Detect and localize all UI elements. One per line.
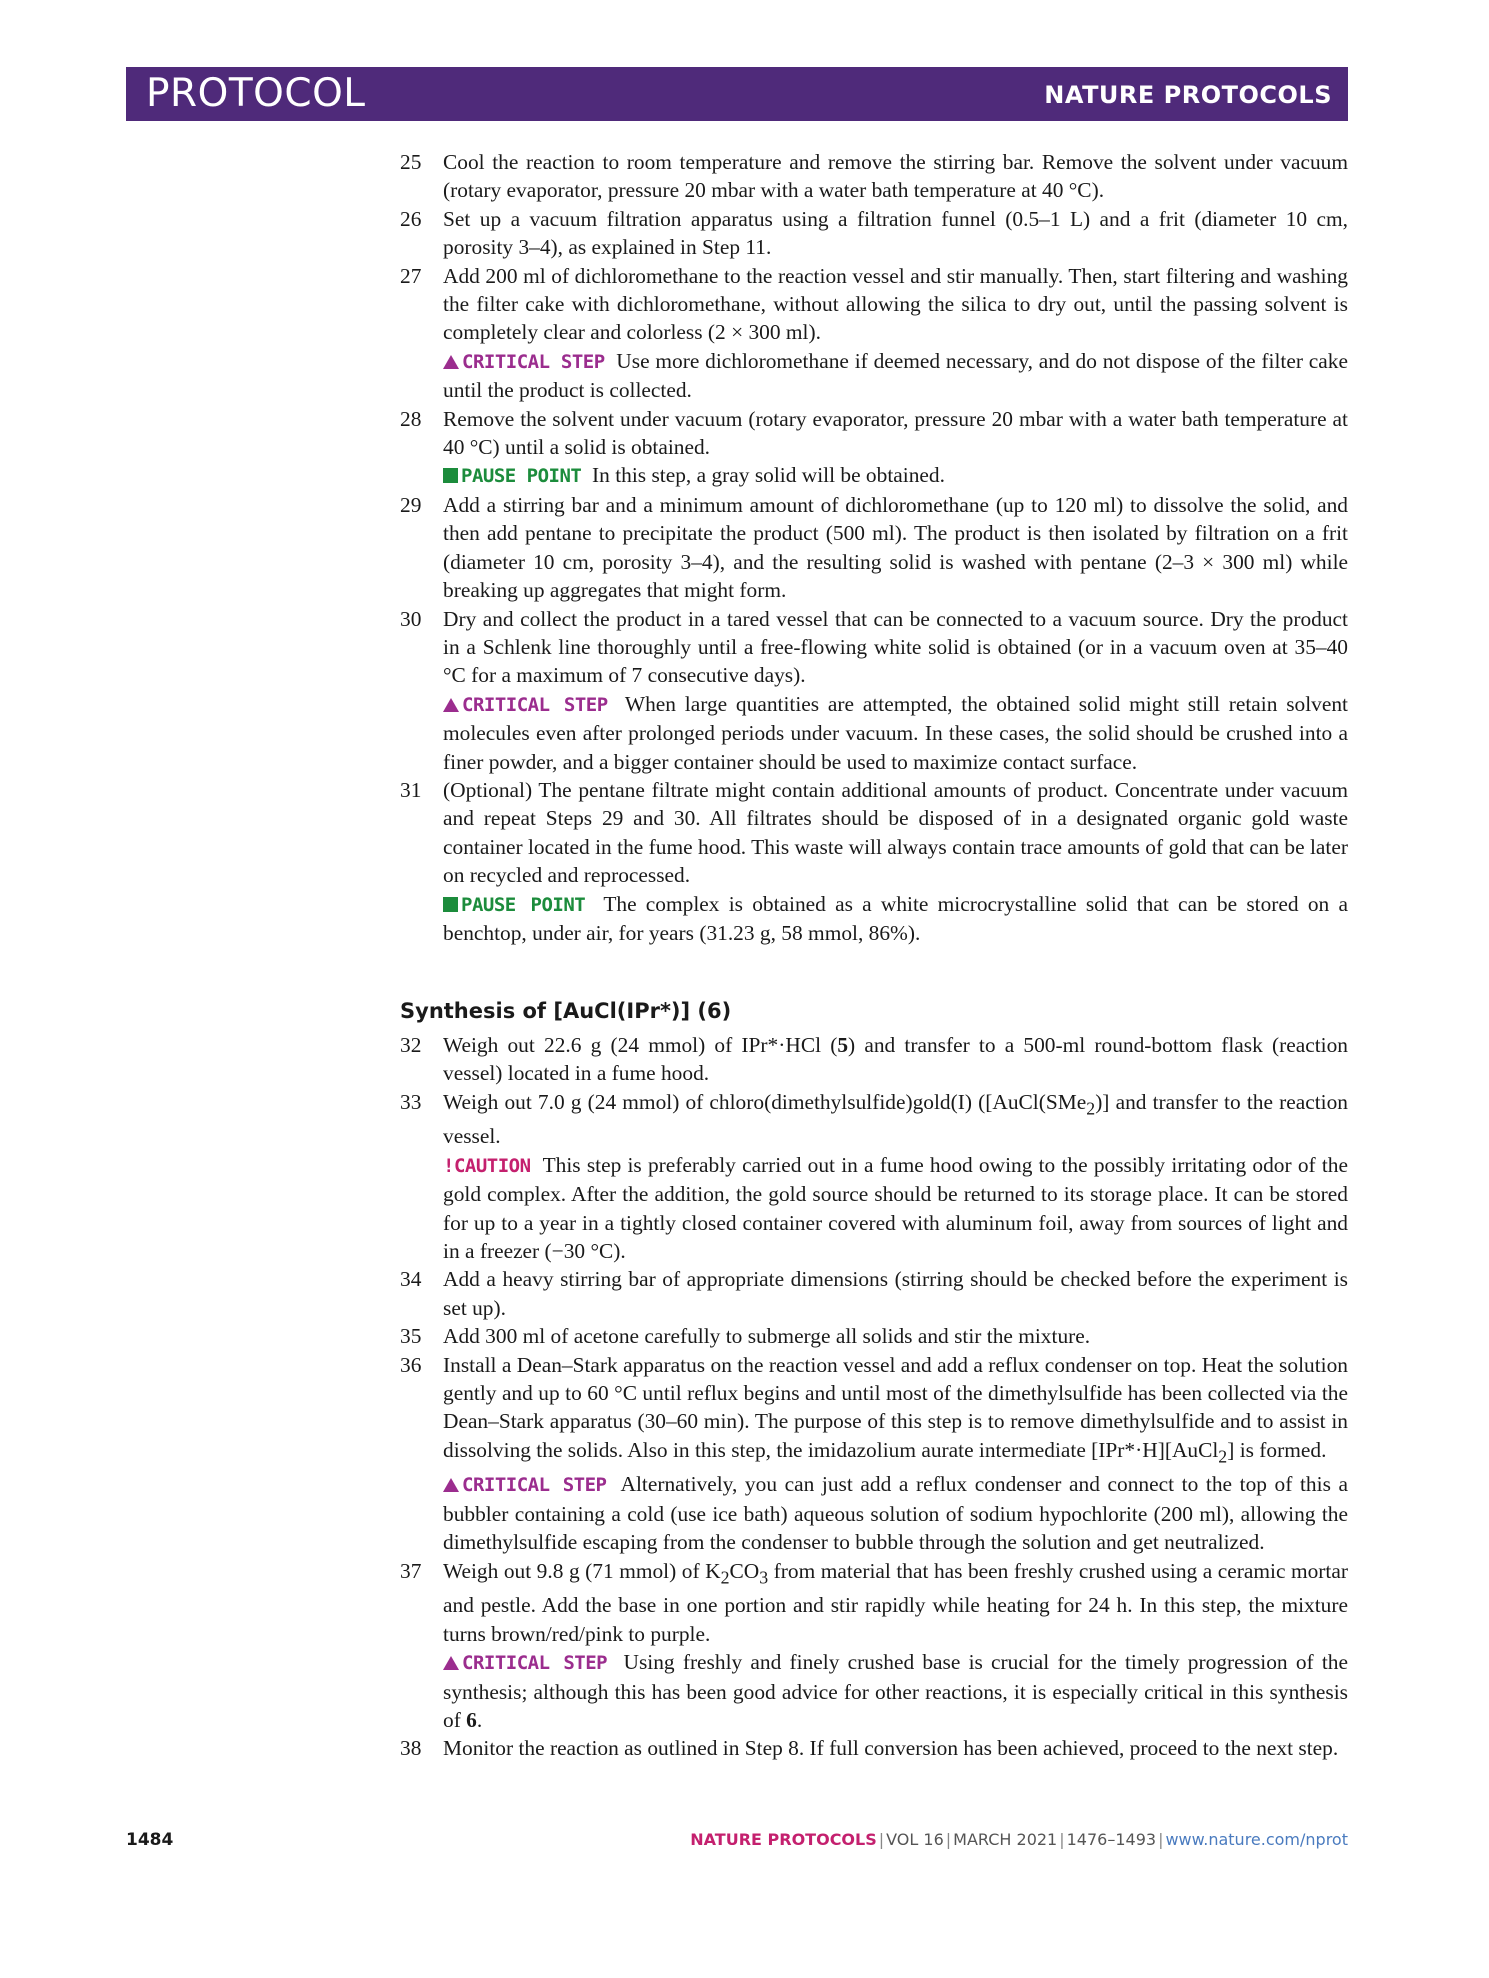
step-number: 32 (400, 1032, 422, 1057)
critical-step-label: CRITICAL STEP (462, 1652, 608, 1675)
step-number: 25 (400, 150, 422, 174)
triangle-icon (443, 698, 459, 712)
step-number: 36 (400, 1352, 422, 1377)
step-text: (Optional) The pentane filtrate might contain additional amounts of product. Concentrate under vacuum and repeat Steps 29 and 30. All filtrates should be disposed of in a designated organic gold waste container located in the fume hood. This waste will always contain trace amounts of gold that can be later on recycled and reprocessed. (443, 777, 1348, 888)
step-text: Weigh out 22.6 g (24 mmol) of IPr*·HCl ( (443, 1032, 838, 1057)
note-text: In this step, a gray solid will be obtained. (592, 463, 945, 488)
step-36 (400, 1351, 1348, 1471)
footer-pages: 1476–1493 (1066, 1830, 1157, 1849)
step-number: 26 (400, 206, 422, 231)
triangle-icon (443, 355, 459, 369)
step-number: 28 (400, 406, 422, 431)
step-text: )] and transfer to the reaction vessel. (443, 1089, 1348, 1149)
compound-number: 6 (466, 1707, 477, 1732)
header-bar (126, 67, 1348, 121)
step-number: 31 (400, 777, 422, 802)
critical-step-label: CRITICAL STEP (462, 693, 608, 716)
step-text: Install a Dean–Stark apparatus on the reaction vessel and add a reflux condenser on top. Heat the solution gently and up to 60 °C until reflux begins and until most of the dimethylsulfide has been collected via the Dean–Stark apparatus (30–60 min). The purpose of this step is to remove dimethylsulfide and to assist in dissolving the solids. Also in this step, the imidazolium aurate intermediate [IPr*·H][AuCl (443, 1352, 1348, 1462)
step-29 (400, 491, 1348, 605)
triangle-icon (443, 1478, 459, 1492)
footer-date: MARCH 2021 (953, 1830, 1058, 1849)
protocol-body (400, 148, 1348, 1763)
caution-note (400, 1151, 1348, 1266)
step-text: Remove the solvent under vacuum (rotary evaporator, pressure 20 mbar with a water bath temperature at 40 °C) until a solid is obtained. (443, 406, 1348, 460)
pause-point-note (400, 890, 1348, 948)
step-number: 27 (400, 263, 422, 288)
step-text: CO (729, 1558, 760, 1583)
step-text: Add a heavy stirring bar of appropriate dimensions (stirring should be checked before the experiment is set up). (443, 1267, 1348, 1320)
compound-number: 5 (837, 1032, 849, 1057)
note-text: When large quantities are attempted, the obtained solid might still retain solvent molecules even after prolonged periods under vacuum. In these cases, the solid should be crushed into a finer powder, and a bigger container should be used to maximize contact surface. (443, 691, 1348, 774)
step-33 (400, 1088, 1348, 1151)
note-text: . (476, 1707, 483, 1732)
step-35 (400, 1322, 1348, 1350)
note-text: Using freshly and finely crushed base is crucial for the timely progression of the synthesis; although this has been good advice for other reactions, it is especially critical in this synthesis of (443, 1650, 1348, 1732)
footer-citation: NATURE PROTOCOLS | VOL 16 | MARCH 2021 | 1476–1493 | www.nature.com/nprot (690, 1830, 1348, 1849)
pause-point-label: PAUSE POINT (461, 893, 586, 916)
journal-name-header: NATURE PROTOCOLS (1044, 81, 1332, 109)
footer-url-link[interactable]: www.nature.com/nprot (1165, 1830, 1348, 1849)
note-text: This step is preferably carried out in a fume hood owing to the possibly irritating odor of the gold complex. After the addition, the gold source should be returned to its storage place. It can be stored for up to a year in a tightly closed container covered with aluminum foil, away from sources of light and in a freezer (−30 °C). (443, 1152, 1348, 1263)
pause-point-note (400, 461, 1348, 490)
step-text: ] is formed. (1227, 1437, 1327, 1462)
step-26 (400, 205, 1348, 262)
note-text: The complex is obtained as a white microcrystalline solid that can be stored on a benchtop, under air, for years (31.23 g, 58 mmol, 86%). (443, 891, 1348, 945)
step-text: Add 300 ml of acetone carefully to submerge all solids and stir the mixture. (443, 1324, 1091, 1349)
section-type-label: PROTOCOL (146, 71, 366, 116)
step-number: 33 (400, 1089, 422, 1114)
subscript: 3 (759, 1566, 769, 1587)
critical-step-note (400, 1470, 1348, 1556)
step-28 (400, 405, 1348, 462)
critical-step-note (400, 347, 1348, 405)
step-number: 35 (400, 1324, 422, 1349)
step-30 (400, 605, 1348, 690)
pause-point-label: PAUSE POINT (461, 465, 582, 488)
critical-step-label: CRITICAL STEP (462, 350, 605, 373)
step-text: ) and transfer to a 500-ml round-bottom flask (reaction vessel) located in a fume hood. (443, 1032, 1348, 1086)
step-34 (400, 1265, 1348, 1322)
square-icon (443, 897, 458, 912)
note-text: Use more dichloromethane if deemed necessary, and do not dispose of the filter cake until the product is collected. (443, 348, 1348, 403)
note-text: Alternatively, you can just add a reflux condenser and connect to the top of this a bubbler containing a cold (use ice bath) aqueous solution of sodium hypochlorite (200 ml), allowing the dimethylsulfide escaping from the condenser to bubble through the solution and get neutralized. (443, 1472, 1348, 1555)
step-text: Set up a vacuum filtration apparatus using a filtration funnel (0.5–1 L) and a frit (diameter 10 cm, porosity 3–4), as explained in Step 11. (443, 206, 1348, 260)
step-text: Weigh out 7.0 g (24 mmol) of chloro(dimethylsulfide)gold(I) ([AuCl(SMe (443, 1089, 1087, 1114)
step-text: Dry and collect the product in a tared vessel that can be connected to a vacuum source. Dry the product in a Schlenk line thoroughly until a free-flowing white solid is obtained (or in a vacuum oven at 35–40 °C for a maximum of 7 consecutive days). (443, 606, 1348, 688)
step-32 (400, 1031, 1348, 1088)
step-27 (400, 262, 1348, 347)
section-heading: Synthesis of [AuCl(IPr*)] (6) (400, 999, 732, 1024)
footer-journal: NATURE PROTOCOLS (690, 1830, 877, 1849)
step-text: Monitor the reaction as outlined in Step 8. If full conversion has been achieved, proceed to the next step. (443, 1736, 1339, 1761)
subscript: 2 (1086, 1097, 1096, 1118)
critical-step-note (400, 1648, 1348, 1734)
step-25 (400, 148, 1348, 205)
step-number: 30 (400, 606, 422, 631)
caution-label: CAUTION (453, 1154, 531, 1177)
triangle-icon (443, 1656, 459, 1670)
step-number: 37 (400, 1558, 422, 1583)
step-text: Add 200 ml of dichloromethane to the reaction vessel and stir manually. Then, start filtering and washing the filter cake with dichloromethane, without allowing the silica to dry out, until the passing solvent is completely clear and colorless (2 × 300 ml). (443, 263, 1348, 345)
step-31 (400, 776, 1348, 890)
subscript: 2 (1218, 1446, 1228, 1467)
step-37 (400, 1557, 1348, 1649)
footer-volume: VOL 16 (886, 1830, 944, 1849)
step-text: Add a stirring bar and a minimum amount of dichloromethane (up to 120 ml) to dissolve the solid, and then add pentane to precipitate the product (500 ml). The product is then isolated by filtration on a frit (diameter 10 cm, porosity 3–4), and the resulting solid is washed with pentane (2–3 × 300 ml) while breaking up aggregates that might form. (443, 492, 1348, 603)
step-number: 38 (400, 1736, 422, 1761)
critical-step-note (400, 690, 1348, 776)
exclamation-icon: ! (443, 1154, 454, 1177)
step-text: Cool the reaction to room temperature and remove the stirring bar. Remove the solvent under vacuum (rotary evaporator, pressure 20 mbar with a water bath temperature at 40 °C). (443, 150, 1348, 203)
critical-step-label: CRITICAL STEP (462, 1474, 607, 1497)
square-icon (443, 468, 458, 483)
subscript: 2 (720, 1566, 730, 1587)
step-text: from material that has been freshly crushed using a ceramic mortar and pestle. Add the base in one portion and stir rapidly while heating for 24 h. In this step, the mixture turns brown/red/pink to purple. (443, 1558, 1348, 1646)
step-number: 29 (400, 492, 422, 517)
step-number: 34 (400, 1267, 422, 1292)
step-text: Weigh out 9.8 g (71 mmol) of K (443, 1558, 721, 1583)
page-number: 1484 (126, 1830, 174, 1850)
step-38 (400, 1734, 1348, 1762)
